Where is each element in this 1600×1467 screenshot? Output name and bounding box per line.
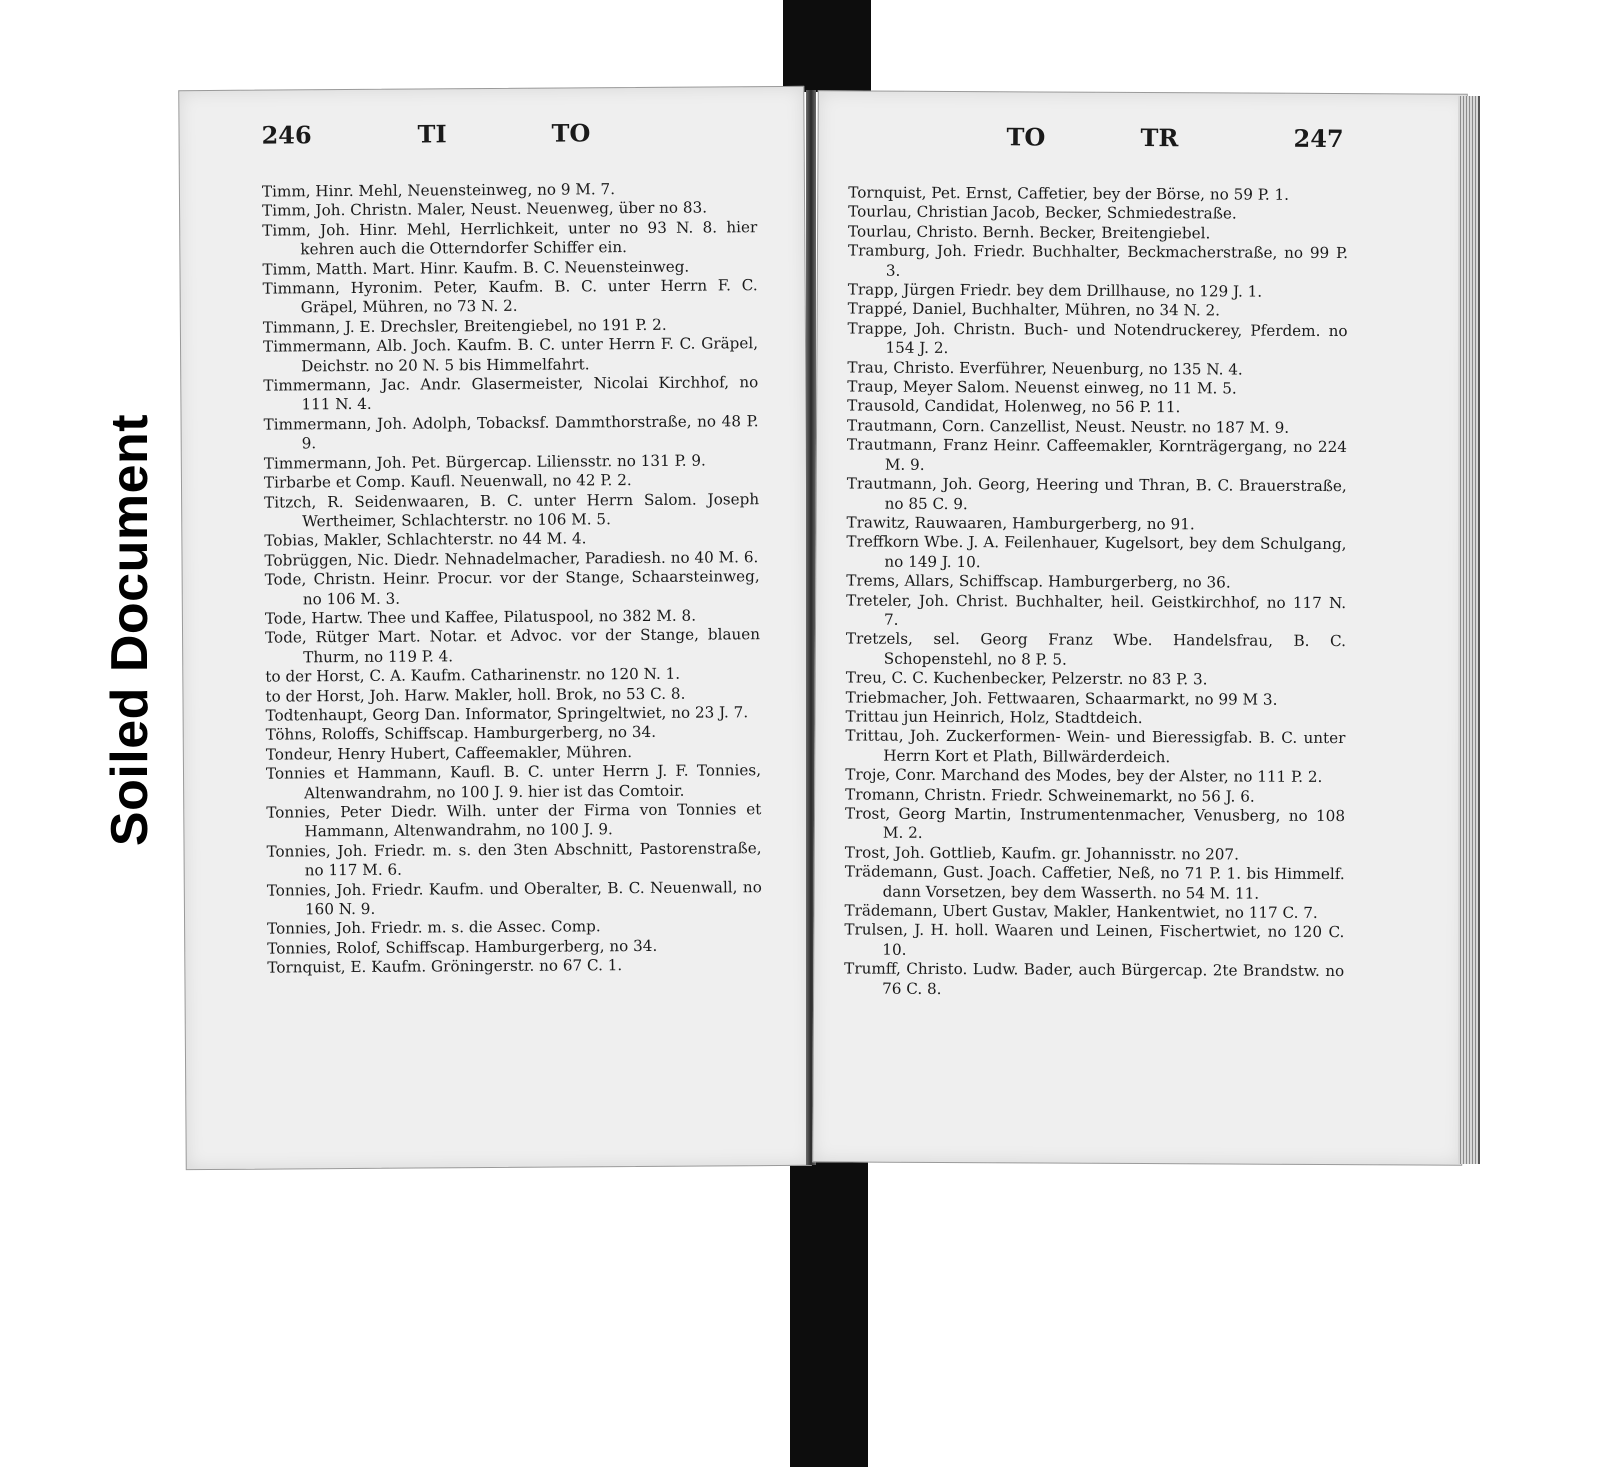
- directory-entry: Treteler, Joh. Christ. Buchhalter, heil. Geistkirchhof, no 117 N. 7.: [846, 590, 1347, 629]
- directory-entry: Trau, Christo. Everführer, Neuenburg, no 135 N. 4.: [847, 358, 1243, 379]
- directory-entry: Trapp, Jürgen Friedr. bey dem Drillhause, no 129 J. 1.: [847, 280, 1263, 301]
- directory-entry: Treu, C. C. Kuchenbecker, Pelzerstr. no 83 P. 3.: [845, 668, 1208, 689]
- directory-entry: Trems, Allars, Schiffscap. Hamburgerberg, no 36.: [846, 571, 1231, 592]
- spine-bottom: [790, 1150, 868, 1467]
- directory-entry: Tondeur, Henry Hubert, Caffeemakler, Mühren.: [265, 742, 633, 764]
- directory-entry: Tornquist, Pet. Ernst, Caffetier, bey der Börse, no 59 P. 1.: [848, 183, 1290, 204]
- directory-entry: Trädemann, Gust. Joach. Caffetier, Neß, no 71 P. 1. bis Himmelf. dann Vorsetzen, bey dem Wasserth. no 54 M. 11.: [844, 862, 1345, 903]
- directory-entry: Tonnies, Joh. Friedr. m. s. die Assec. Comp.: [267, 917, 601, 939]
- directory-entry: Töhns, Roloffs, Schiffscap. Hamburgerberg, no 34.: [265, 723, 657, 744]
- directory-entry: Timmann, J. E. Drechsler, Breitengiebel, no 191 P. 2.: [262, 315, 667, 337]
- right-entry-list: [844, 183, 1348, 1001]
- directory-entry: Trädemann, Ubert Gustav, Makler, Hankentwiet, no 117 C. 7.: [844, 901, 1318, 922]
- directory-entry: Trittau, Joh. Zuckerformen- Wein- und Bieressigfab. B. C. unter Herrn Kort et Plath, Billwärderdeich.: [845, 726, 1346, 766]
- left-page: [178, 86, 812, 1170]
- left-entry-list: [262, 179, 763, 978]
- directory-entry: Traup, Meyer Salom. Neuenst einweg, no 11 M. 5.: [847, 377, 1237, 398]
- directory-entry: Tode, Hartw. Thee und Kaffee, Pilatuspool, no 382 M. 8.: [264, 606, 697, 628]
- directory-entry: Titzch, R. Seidenwaaren, B. C. unter Herrn Salom. Joseph Wertheimer, Schlachterstr. no 106 M. 5.: [264, 489, 760, 531]
- spine-top: [783, 0, 871, 92]
- directory-entry: Tramburg, Joh. Friedr. Buchhalter, Beckmacherstraße, no 99 P. 3.: [847, 241, 1349, 280]
- stamp-container: [90, 380, 170, 880]
- directory-entry: Treffkorn Wbe. J. A. Feilenhauer, Kugelsort, bey dem Schulgang, no 149 J. 10.: [846, 532, 1347, 571]
- left-page-header: [179, 117, 803, 161]
- directory-entry: Tode, Rütger Mart. Notar. et Advoc. vor der Stange, blauen Thurm, no 119 P. 4.: [265, 625, 761, 667]
- directory-entry: Trausold, Candidat, Holenweg, no 56 P. 11.: [847, 396, 1181, 417]
- directory-entry: Trittau jun Heinrich, Holz, Stadtdeich.: [845, 707, 1143, 727]
- directory-entry: Trautmann, Joh. Georg, Heering und Thran, B. C. Brauerstraße, no 85 C. 9.: [846, 474, 1347, 513]
- directory-entry: Tonnies et Hammann, Kaufl. B. C. unter Herrn J. F. Tonnies, Altenwandrahm, no 100 J. 9. hier ist das Comtoir.: [265, 761, 762, 802]
- directory-entry: Tode, Christn. Heinr. Procur. vor der Stange, Schaarsteinweg, no 106 M. 3.: [264, 567, 760, 608]
- directory-entry: Triebmacher, Joh. Fettwaaren, Schaarmarkt, no 99 M 3.: [845, 688, 1278, 709]
- directory-entry: Timm, Matth. Mart. Hinr. Kaufm. B. C. Neuensteinweg.: [262, 257, 690, 279]
- directory-entry: Tobrüggen, Nic. Diedr. Nehnadelmacher, Paradiesh. no 40 M. 6.: [264, 547, 759, 570]
- right-heading-1: TO: [1006, 122, 1046, 152]
- right-heading-2: TR: [1140, 122, 1179, 153]
- directory-entry: Timmermann, Jac. Andr. Glasermeister, Nicolai Kirchhof, no 111 N. 4.: [263, 373, 759, 414]
- right-page: [812, 90, 1468, 1165]
- directory-entry: Tornquist, E. Kaufm. Gröningerstr. no 67 C. 1.: [267, 956, 623, 977]
- directory-entry: Trautmann, Franz Heinr. Caffeemakler, Kornträgergang, no 224 M. 9.: [846, 435, 1347, 474]
- directory-entry: Trulsen, J. H. holl. Waaren und Leinen, Fischertwiet, no 120 C. 10.: [844, 920, 1345, 959]
- directory-entry: Timmermann, Joh. Adolph, Tobacksf. Dammthorstraße, no 48 P. 9.: [263, 412, 759, 453]
- directory-entry: Todtenhaupt, Georg Dan. Informator, Springeltwiet, no 23 J. 7.: [265, 703, 749, 725]
- directory-entry: Trost, Joh. Gottlieb, Kaufm. gr. Johannisstr. no 207.: [844, 843, 1240, 864]
- directory-entry: Tonnies, Rolof, Schiffscap. Hamburgerberg, no 34.: [267, 936, 658, 958]
- soiled-document-stamp: Soiled Document: [101, 413, 159, 847]
- directory-entry: Trautmann, Corn. Canzellist, Neust. Neustr. no 187 M. 9.: [847, 416, 1290, 437]
- directory-entry: Timmermann, Joh. Pet. Bürgercap. Liliensstr. no 131 P. 9.: [263, 451, 706, 473]
- directory-entry: Timmann, Hyronim. Peter, Kaufm. B. C. unter Herrn F. C. Gräpel, Mühren, no 73 N. 2.: [262, 276, 758, 317]
- directory-entry: Timmermann, Alb. Joch. Kaufm. B. C. unter Herrn F. C. Gräpel, Deichstr. no 20 N. 5 bis Himmelfahrt.: [262, 334, 759, 376]
- directory-entry: Tonnies, Peter Diedr. Wilh. unter der Firma von Tonnies et Hammann, Altenwandrahm, no 100 J. 9.: [266, 800, 762, 841]
- directory-entry: Trappe, Joh. Christn. Buch- und Notendruckerey, Pferdem. no 154 J. 2.: [847, 319, 1348, 358]
- directory-entry: Troje, Conr. Marchand des Modes, bey der Alster, no 111 P. 2.: [845, 765, 1323, 787]
- directory-entry: Trost, Georg Martin, Instrumentenmacher, Venusberg, no 108 M. 2.: [844, 804, 1346, 843]
- directory-entry: Tirbarbe et Comp. Kaufl. Neuenwall, no 42 P. 2.: [263, 471, 632, 492]
- directory-entry: Timm, Hinr. Mehl, Neuensteinweg, no 9 M. 7.: [261, 180, 616, 201]
- directory-entry: to der Horst, Joh. Harw. Makler, holl. Brok, no 53 C. 8.: [265, 684, 686, 706]
- directory-entry: Tourlau, Christian Jacob, Becker, Schmiedestraße.: [848, 202, 1237, 223]
- directory-entry: Tonnies, Joh. Friedr. Kaufm. und Oberalter, B. C. Neuenwall, no 160 N. 9.: [266, 877, 762, 919]
- directory-entry: Trappé, Daniel, Buchhalter, Mühren, no 34 N. 2.: [847, 299, 1221, 320]
- left-heading-2: TO: [551, 118, 591, 148]
- left-heading-1: TI: [417, 119, 447, 149]
- page-edges: [1458, 96, 1480, 1164]
- right-page-number: 247: [1293, 123, 1344, 154]
- directory-entry: Tonnies, Joh. Friedr. m. s. den 3ten Abschnitt, Pastorenstraße, no 117 M. 6.: [266, 838, 762, 880]
- directory-entry: Tretzels, sel. Georg Franz Wbe. Handelsfrau, B. C. Schopenstehl, no 8 P. 5.: [845, 629, 1346, 669]
- directory-entry: Tobias, Makler, Schlachterstr. no 44 M. 4.: [264, 529, 587, 550]
- directory-entry: Timm, Joh. Hinr. Mehl, Herrlichkeit, unter no 93 N. 8. hier kehren auch die Otterndorfer Schiffer ein.: [262, 217, 758, 259]
- directory-entry: Timm, Joh. Christn. Maler, Neust. Neuenweg, über no 83.: [262, 198, 708, 221]
- right-page-header: [818, 121, 1466, 164]
- directory-entry: Tromann, Christn. Friedr. Schweinemarkt, no 56 J. 6.: [845, 785, 1255, 806]
- left-page-number: 246: [261, 120, 312, 150]
- directory-entry: Tourlau, Christo. Bernh. Becker, Breitengiebel.: [848, 222, 1211, 243]
- directory-entry: Trumff, Christo. Ludw. Bader, auch Bürgercap. 2te Brandstw. no 76 C. 8.: [844, 959, 1345, 998]
- directory-entry: to der Horst, C. A. Kaufm. Catharinenstr. no 120 N. 1.: [265, 664, 681, 686]
- directory-entry: Trawitz, Rauwaaren, Hamburgerberg, no 91.: [846, 513, 1195, 534]
